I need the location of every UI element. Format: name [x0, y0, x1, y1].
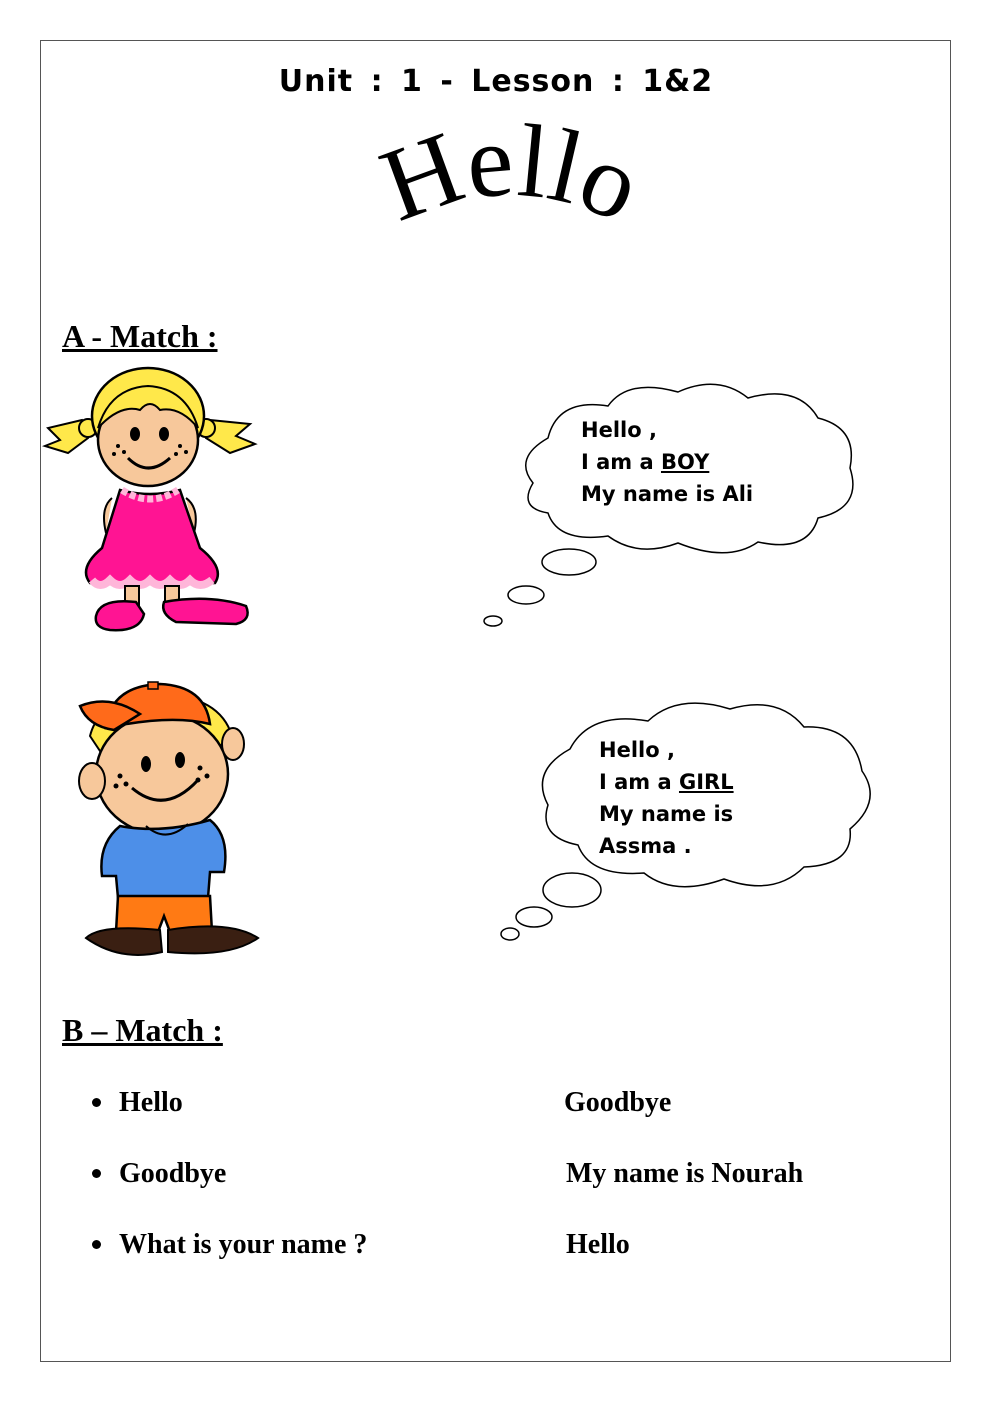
left-item-text: Goodbye [119, 1158, 227, 1189]
bullet-icon [92, 1169, 101, 1178]
bubble-boy-line-1: Hello , [581, 418, 657, 442]
bubble-boy-line-2 [581, 446, 753, 478]
unit-lesson-title: Unit : 1 - Lesson : 1&2 [278, 64, 714, 99]
bubble-boy-keyword: BOY [660, 450, 710, 474]
left-item-text: What is your name ? [119, 1229, 368, 1260]
bubble-girl-line-2-prefix: I am a [599, 770, 679, 794]
list-item-right-2: My name is Nourah [566, 1158, 804, 1189]
bullet-icon [92, 1240, 101, 1249]
section-a-heading: A - Match : [62, 318, 218, 354]
svg-text:Hello [367, 110, 656, 244]
list-item-left-1 [92, 1087, 183, 1119]
left-item-text: Hello [119, 1087, 183, 1118]
bubble-girl-keyword: GIRL [678, 770, 734, 794]
list-item-left-2 [92, 1158, 226, 1190]
bubble-girl-text [599, 734, 734, 862]
bubble-boy-line-3: My name is Ali [581, 482, 754, 506]
girl-illustration [40, 358, 265, 638]
bubble-girl-line-3: My name is [599, 802, 734, 826]
bullet-icon [92, 1098, 101, 1107]
list-item-right-3: Hello [566, 1229, 630, 1260]
bubble-girl-line-2 [599, 766, 734, 798]
list-item-right-1: Goodbye [564, 1087, 672, 1118]
bubble-boy-line-2-prefix: I am a [581, 450, 661, 474]
bubble-girl-line-1: Hello , [599, 738, 675, 762]
bubble-boy-text [581, 414, 753, 510]
list-item-left-3 [92, 1229, 367, 1261]
hello-title: Hello [366, 110, 657, 245]
hello-wordart [320, 110, 700, 280]
boy-illustration [70, 676, 265, 966]
section-b-heading: B – Match : [62, 1012, 223, 1048]
bubble-girl-line-4: Assma . [599, 834, 692, 858]
